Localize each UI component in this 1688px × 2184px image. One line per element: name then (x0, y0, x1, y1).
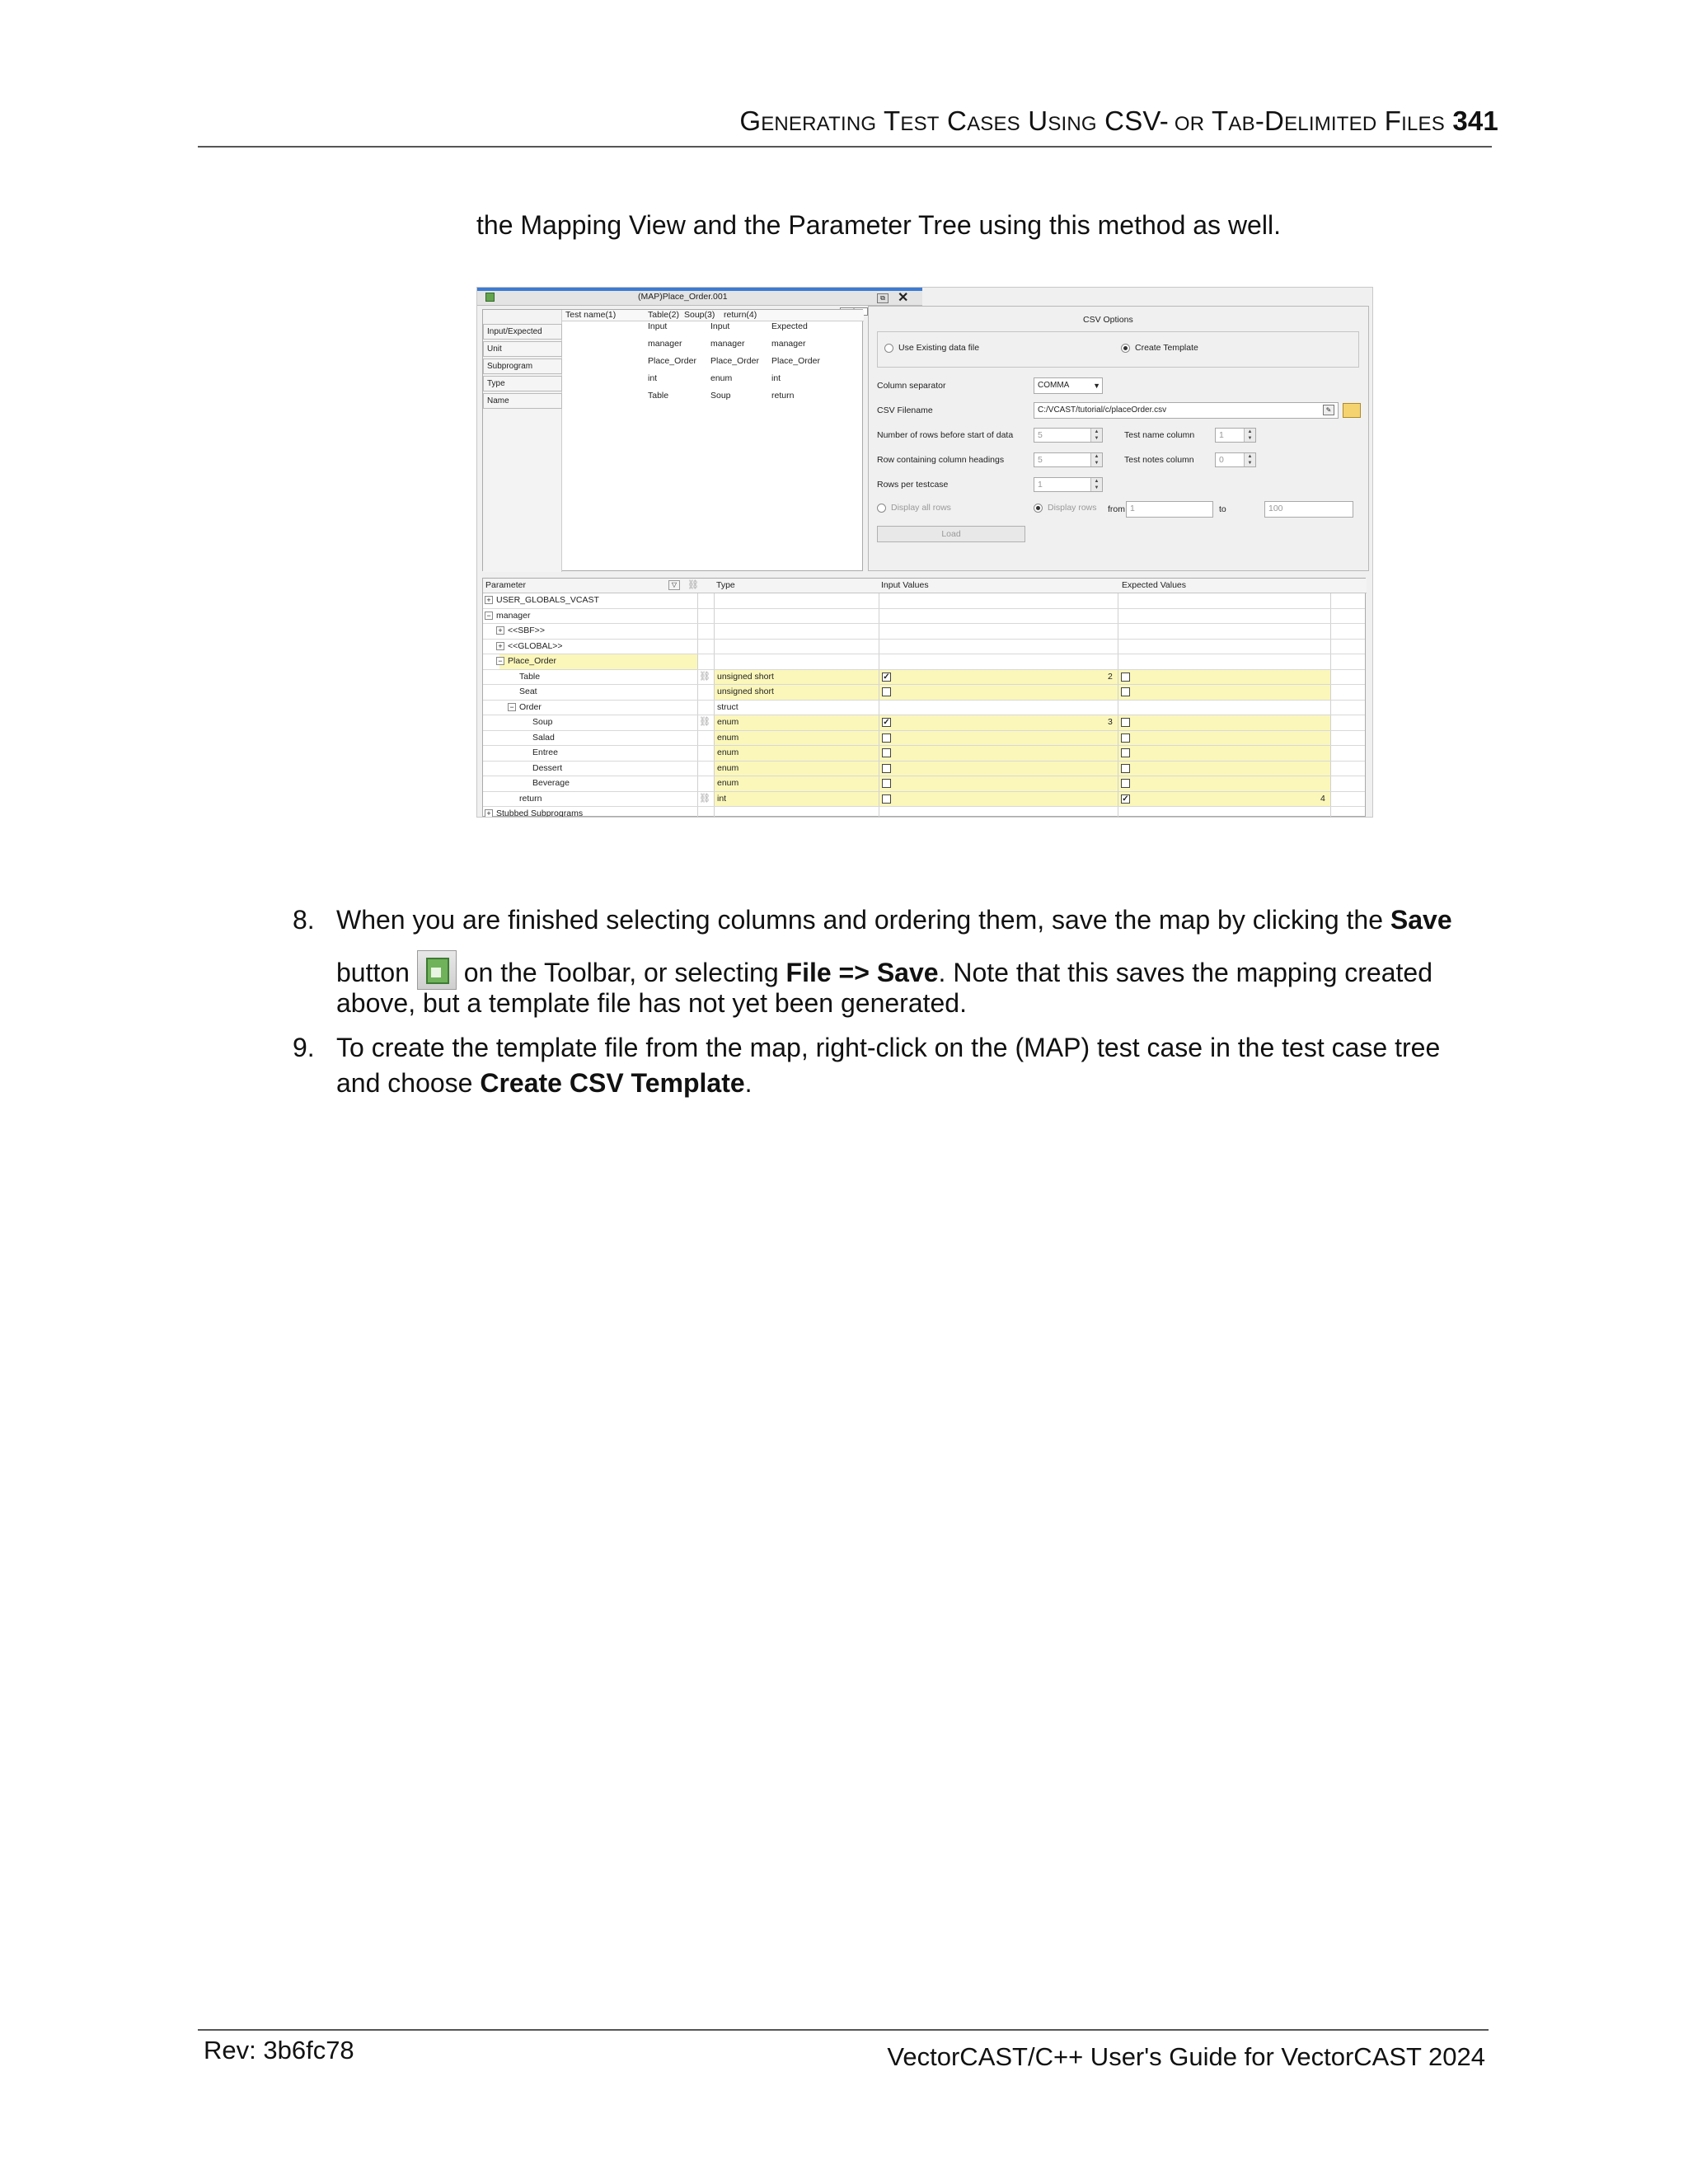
display-rows-radio[interactable] (1034, 503, 1097, 513)
step-bold: Create CSV Template (480, 1068, 745, 1098)
tab-highlight (477, 288, 922, 291)
parameter-name: Entree (532, 748, 558, 757)
mapping-cell: Place_Order (771, 356, 820, 366)
cell-divider (1330, 715, 1331, 730)
cell-divider (714, 609, 715, 624)
tab-bar (477, 288, 922, 306)
tree-row[interactable] (483, 715, 1365, 731)
header-text: F (1376, 105, 1402, 136)
expand-icon[interactable]: + (496, 642, 504, 650)
step-text: . Note that this saves the mapping created (938, 958, 1432, 987)
cell-divider (714, 654, 715, 669)
parameter-type: struct (717, 701, 738, 712)
mapping-cell: Input (710, 321, 730, 331)
collapse-icon[interactable]: − (485, 612, 493, 620)
mapping-cell: manager (710, 339, 745, 349)
cell-divider (714, 715, 715, 730)
cell-divider (714, 807, 715, 818)
radio-label: Create Template (1135, 343, 1198, 353)
rows-before-label: Number of rows before start of data (877, 430, 1014, 440)
row-highlight (714, 731, 1330, 746)
col-header[interactable]: return(4) (724, 310, 757, 320)
header-text: C (939, 105, 968, 136)
map-icon (485, 293, 495, 302)
header-text: T (876, 105, 901, 136)
step-text: When you are finished selecting columns and ordering them, save the map by clicking the (336, 905, 1390, 935)
spin-arrows-icon: ▲ ▼ (1244, 429, 1255, 442)
header-text: SING (1048, 113, 1097, 135)
cell-divider (697, 792, 698, 807)
header-text: CSV- (1096, 105, 1169, 136)
tree-row[interactable] (483, 609, 1365, 625)
step-text: . (744, 1068, 753, 1098)
test-name-column-spinbox[interactable] (1215, 428, 1256, 443)
spin-value: 5 (1038, 455, 1043, 465)
expected-value-checkbox[interactable] (1121, 733, 1130, 743)
tree-row[interactable] (483, 792, 1365, 808)
step-8-line-3: above, but a template file has not yet been generated. (336, 988, 967, 1018)
parameter-name: Order (519, 701, 542, 712)
parameter-type: enum (717, 762, 739, 773)
step-8-line-2 (336, 950, 1432, 990)
input-value-checkbox[interactable] (882, 748, 891, 757)
cell-divider (1330, 685, 1331, 700)
mapping-cell: Expected (771, 321, 808, 331)
chevron-down-icon: ▼ (1093, 382, 1100, 390)
mapping-cell: manager (771, 339, 806, 349)
cell-divider (1330, 762, 1331, 776)
to-label: to (1219, 504, 1226, 514)
row-label: Name (483, 393, 562, 409)
step-8-line-1 (336, 902, 1452, 937)
input-value-checkbox[interactable]: ✓ (883, 672, 890, 682)
expected-value-checkbox[interactable] (1121, 673, 1130, 682)
expected-value-checkbox[interactable] (1121, 779, 1130, 788)
spin-value: 0 (1219, 455, 1224, 465)
collapse-icon[interactable]: − (496, 657, 504, 665)
load-button[interactable] (877, 526, 1025, 542)
expand-icon[interactable]: + (485, 596, 493, 604)
rows-before-spinbox[interactable] (1034, 428, 1103, 443)
row-highlight (714, 715, 1330, 730)
cell-divider (1330, 593, 1331, 608)
spin-value: 1 (1038, 480, 1043, 490)
filter-icon[interactable]: ▽ (668, 580, 680, 590)
parameter-name: <<SBF>> (508, 626, 545, 635)
spin-value: 1 (1219, 430, 1224, 440)
cell-divider (697, 654, 698, 669)
test-notes-column-spinbox[interactable] (1215, 452, 1256, 467)
parameter-type: enum (717, 748, 739, 757)
cell-divider (1330, 609, 1331, 624)
button-label: Load (941, 529, 961, 539)
mapping-cell: Soup (710, 391, 731, 401)
parameter-name: Table (519, 671, 541, 682)
radio-label: Display rows (1048, 503, 1097, 513)
header-text: ENERATING (761, 113, 877, 135)
cell-divider (697, 776, 698, 791)
header-text: T (1204, 105, 1229, 136)
tree-row[interactable] (483, 746, 1365, 762)
step-text: button (336, 958, 410, 987)
mapping-cell: Place_Order (648, 356, 696, 366)
parameter-name: return (519, 793, 542, 804)
input-value-checkbox[interactable]: ✓ (883, 718, 890, 727)
radio-icon (1034, 504, 1043, 513)
csv-options-panel (868, 306, 1369, 571)
row-headings-spinbox[interactable] (1034, 452, 1103, 467)
row-highlight (714, 670, 1330, 685)
spin-arrows-icon: ▲ ▼ (1090, 429, 1102, 442)
column-separator-select[interactable] (1034, 377, 1103, 394)
parameter-type: enum (717, 778, 739, 788)
header-text: -D (1254, 105, 1285, 136)
from-label: from (1108, 504, 1125, 514)
tree-row[interactable] (483, 640, 1365, 655)
spin-arrows-icon: ▲ ▼ (1090, 478, 1102, 491)
radio-icon (1121, 344, 1130, 353)
step-9-line-1: To create the template file from the map, right-click on the (MAP) test case in the test case tree (336, 1033, 1441, 1062)
cell-divider (697, 685, 698, 700)
mapping-cell: Table (648, 391, 669, 401)
cell-divider (697, 609, 698, 624)
expected-value-checkbox[interactable] (1121, 764, 1130, 773)
row-highlight (714, 776, 1330, 791)
header-text: ILES (1401, 113, 1445, 135)
intro-line: the Mapping View and the Parameter Tree using this method as well. (476, 210, 1281, 240)
cell-divider (1330, 624, 1331, 639)
row-label: Input/Expected (483, 324, 562, 340)
cell-divider (714, 624, 715, 639)
cell-divider (1330, 792, 1331, 807)
header-text: OR (1169, 113, 1205, 135)
cell-divider (697, 746, 698, 761)
tree-row[interactable] (483, 776, 1365, 792)
input-value-number: 2 (1108, 671, 1113, 682)
input-value-checkbox[interactable] (882, 779, 891, 788)
step-bold: File => Save (785, 958, 939, 987)
footer-revision: Rev: 3b6fc78 (204, 2036, 354, 2064)
save-icon (417, 950, 457, 990)
use-existing-radio[interactable] (884, 343, 979, 353)
radio-label: Use Existing data file (898, 343, 980, 353)
spin-arrows-icon: ▲ ▼ (1090, 453, 1102, 466)
parameter-name: Salad (532, 732, 555, 743)
cell-divider (697, 670, 698, 685)
header-text: U (1020, 105, 1048, 136)
input-value-checkbox[interactable] (882, 764, 891, 773)
spin-value: 5 (1038, 430, 1043, 440)
cell-divider (697, 762, 698, 776)
header-text: G (739, 105, 762, 136)
input-value: 100 (1268, 504, 1283, 513)
parameter-type: unsigned short (717, 671, 774, 682)
input-value-checkbox[interactable] (882, 687, 891, 696)
parameter-name: manager (496, 610, 531, 621)
cell-divider (1330, 776, 1331, 791)
tree-rows (483, 593, 1367, 818)
link-icon[interactable]: ⛓ (699, 793, 710, 804)
footer-rule (198, 2029, 1489, 2031)
expected-value-number: 4 (1320, 793, 1325, 804)
expected-value-checkbox[interactable]: ✓ (1122, 794, 1129, 804)
tree-header (483, 579, 1367, 593)
tree-row[interactable] (483, 624, 1365, 640)
cell-divider (697, 624, 698, 639)
mapping-cell: enum (710, 373, 733, 383)
csv-filename-label: CSV Filename (877, 405, 933, 415)
parameter-tree (482, 578, 1366, 817)
mapping-cell: int (771, 373, 781, 383)
cell-divider (697, 807, 698, 818)
row-highlight (714, 792, 1330, 807)
input-value-checkbox[interactable] (882, 733, 891, 743)
row-label: Type (483, 376, 562, 391)
create-template-radio[interactable] (1121, 343, 1198, 353)
rows-per-testcase-spinbox[interactable] (1034, 477, 1103, 492)
edit-icon[interactable]: ✎ (1323, 405, 1334, 415)
from-input[interactable] (1126, 501, 1213, 518)
rows-per-testcase-label: Rows per testcase (877, 480, 949, 490)
footer-guide-title: VectorCAST/C++ User's Guide for VectorCAST 2024 (887, 2042, 1485, 2071)
step-9-number: 9. (293, 1033, 315, 1062)
cell-divider (1330, 731, 1331, 746)
row-highlight (714, 746, 1330, 761)
mapping-header-row (562, 310, 864, 321)
tree-row[interactable] (483, 762, 1365, 777)
link-icon[interactable]: ⛓ (687, 580, 699, 590)
tree-row[interactable] (483, 593, 1365, 609)
parameter-name: Soup (532, 717, 553, 727)
header-text: ASES (967, 113, 1020, 135)
cell-divider (714, 762, 715, 776)
step-9-line-2 (336, 1066, 753, 1100)
parameter-name: <<GLOBAL>> (508, 640, 563, 651)
radio-icon (877, 504, 886, 513)
header-text: ELIMITED (1284, 113, 1377, 135)
parameter-name: Seat (519, 687, 537, 696)
parameter-type: enum (717, 717, 739, 727)
expand-icon[interactable]: + (485, 809, 493, 818)
close-icon[interactable]: ✕ (898, 291, 909, 305)
mapping-cell: manager (648, 339, 682, 349)
cell-divider (714, 701, 715, 715)
page-number: 341 (1452, 105, 1498, 136)
cell-divider (697, 640, 698, 654)
cell-divider (714, 792, 715, 807)
expand-icon[interactable]: + (496, 626, 504, 635)
window-title: (MAP)Place_Order.001 (638, 292, 728, 302)
expected-value-checkbox[interactable] (1121, 718, 1130, 727)
running-header (739, 105, 1498, 137)
col-header[interactable]: Test name(1) (565, 310, 617, 320)
cell-divider (714, 776, 715, 791)
link-icon[interactable]: ⛓ (699, 671, 710, 682)
header-text: AB (1228, 113, 1255, 135)
cell-divider (697, 731, 698, 746)
input-value: C:/VCAST/tutorial/c/placeOrder.csv (1038, 405, 1167, 415)
to-input[interactable] (1264, 501, 1353, 518)
col-header[interactable]: Soup(3) (684, 310, 715, 320)
parameter-name: Beverage (532, 778, 570, 788)
cell-divider (714, 670, 715, 685)
tree-row[interactable] (483, 807, 1365, 818)
cell-divider (1330, 670, 1331, 685)
spin-arrows-icon: ▲ ▼ (1244, 453, 1255, 466)
row-highlight (714, 685, 1330, 700)
parameter-type: unsigned short (717, 687, 774, 696)
collapse-icon[interactable]: − (508, 703, 516, 711)
column-separator-label: Column separator (877, 381, 946, 391)
input-value-number: 3 (1108, 717, 1113, 727)
tree-col-header[interactable]: Type (716, 580, 735, 590)
cell-divider (1330, 807, 1331, 818)
step-text: and choose (336, 1068, 481, 1098)
tree-col-header[interactable]: Parameter (485, 580, 527, 590)
cell-divider (714, 593, 715, 608)
csv-filename-input[interactable] (1034, 402, 1339, 419)
cell-divider (697, 593, 698, 608)
cell-divider (1330, 654, 1331, 669)
folder-icon[interactable] (1343, 403, 1361, 418)
parameter-type: enum (717, 732, 739, 743)
step-text: on the Toolbar, or selecting (456, 958, 786, 987)
parameter-type: int (717, 793, 727, 804)
header-text: EST (900, 113, 940, 135)
mapping-cell: int (648, 373, 658, 383)
cell-divider (1330, 640, 1331, 654)
tree-col-header[interactable]: Input Values (881, 580, 929, 590)
mapping-cell: return (771, 391, 795, 401)
mode-group (877, 331, 1359, 368)
test-name-column-label: Test name column (1124, 430, 1195, 440)
detach-icon[interactable]: ⧉ (877, 293, 889, 303)
tree-row[interactable] (483, 701, 1365, 716)
cell-divider (697, 715, 698, 730)
cell-divider (714, 731, 715, 746)
parameter-name: USER_GLOBALS_VCAST (496, 595, 599, 605)
tree-row[interactable] (483, 670, 1365, 686)
row-label: Unit (483, 341, 562, 357)
tree-row[interactable] (483, 731, 1365, 747)
radio-icon (884, 344, 893, 353)
mapping-cell: Input (648, 321, 668, 331)
row-label: Subprogram (483, 359, 562, 374)
display-all-rows-radio[interactable] (877, 503, 951, 513)
cell-divider (714, 746, 715, 761)
expected-value-checkbox[interactable] (1121, 748, 1130, 757)
header-rule (198, 146, 1492, 148)
input-value: 1 (1130, 504, 1135, 513)
step-bold: Save (1390, 905, 1452, 935)
mapping-grid (482, 309, 863, 571)
mapping-cell: Place_Order (710, 356, 759, 366)
tree-row[interactable] (483, 685, 1365, 701)
select-value: COMMA (1038, 381, 1070, 390)
test-notes-column-label: Test notes column (1124, 455, 1194, 465)
radio-label: Display all rows (891, 503, 951, 513)
parameter-name: Dessert (532, 762, 563, 773)
parameter-name: Place_Order (508, 656, 556, 666)
expected-value-checkbox[interactable] (1121, 687, 1130, 696)
cell-divider (697, 701, 698, 715)
row-highlight (714, 762, 1330, 776)
col-header[interactable]: Table(2) (648, 310, 679, 320)
csv-options-title: CSV Options (1083, 315, 1133, 325)
link-icon[interactable]: ⛓ (699, 717, 710, 727)
step-8-number: 8. (293, 905, 315, 935)
tree-col-header[interactable]: Expected Values (1122, 580, 1187, 590)
parameter-name: Stubbed Subprograms (496, 808, 584, 818)
cell-divider (714, 685, 715, 700)
cell-divider (1330, 746, 1331, 761)
row-headings-label: Row containing column headings (877, 455, 1005, 465)
cell-divider (714, 640, 715, 654)
mapping-view-screenshot (476, 287, 1373, 818)
tree-row[interactable] (483, 654, 1365, 670)
cell-divider (1330, 701, 1331, 715)
input-value-checkbox[interactable] (882, 794, 891, 804)
